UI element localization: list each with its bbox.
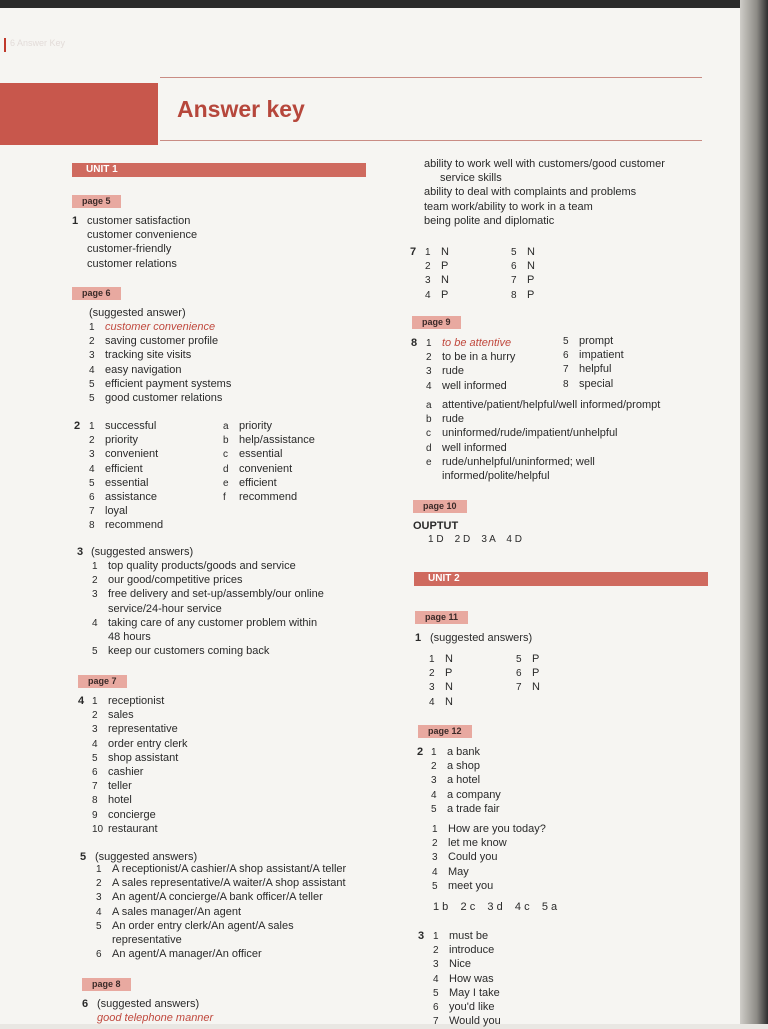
answer-text: N [532, 681, 540, 694]
answer-text: service/24-hour service [108, 602, 222, 615]
item-number: 6 [96, 949, 102, 961]
answer-text: 48 hours [108, 630, 151, 643]
item-number: 6 [516, 668, 522, 680]
page-7-tag: page 7 [78, 675, 127, 688]
item-number: 1 [431, 747, 437, 758]
answer-text: impatient [579, 349, 624, 362]
item-number: 1 [433, 931, 439, 942]
answer-text: you'd like [449, 1000, 495, 1013]
answer-text: P [445, 667, 453, 680]
page-11-tag: page 11 [415, 611, 468, 624]
question-number: 8 [411, 337, 418, 349]
answer-line: service skills [440, 172, 502, 185]
page-5-tag: page 5 [72, 195, 121, 208]
item-letter: e [426, 456, 432, 468]
answer-text: successful [105, 420, 157, 432]
item-number: 3 [89, 449, 95, 461]
answer-text: Would you [449, 1015, 501, 1028]
item-number: 5 [511, 247, 517, 258]
item-number: 4 [432, 866, 438, 878]
page-12-tag: page 12 [418, 725, 472, 738]
unit-2-header: UNIT 2 [414, 572, 708, 586]
item-number: 2 [92, 575, 98, 587]
page-9-tag: page 9 [412, 316, 461, 329]
answer-text: P [441, 288, 449, 301]
answer-text: rude [442, 413, 465, 426]
item-number: 2 [432, 838, 438, 850]
answer-text: a shop [447, 760, 481, 773]
answer-text: informed/polite/helpful [442, 469, 550, 482]
title-rule-top [160, 77, 702, 78]
answer-text: May [448, 865, 469, 878]
answer-text: N [441, 274, 449, 287]
item-number: 10 [92, 823, 104, 835]
item-number: 6 [433, 1001, 439, 1013]
item-number: 3 [425, 275, 431, 287]
answer-line: ability to deal with complaints and problems [424, 186, 637, 199]
answer-text: A sales representative/A waiter/A shop assistant [112, 877, 346, 890]
page-6-q1-answers [89, 320, 231, 405]
answer-text: A receptionist/A cashier/A shop assistant/A teller [112, 863, 347, 875]
answer-text: An order entry clerk/An agent/A sales [112, 919, 294, 932]
item-number: 5 [89, 378, 95, 390]
page-title: Answer key [177, 96, 305, 122]
answer-line: being polite and diplomatic [424, 214, 555, 227]
answer-text: sales [108, 709, 134, 722]
answer-text: N [445, 681, 453, 694]
item-letter: d [223, 463, 229, 475]
answer-text: N [445, 653, 453, 665]
unit2-q2-part-b [432, 822, 546, 893]
answer-text: assistance [105, 490, 157, 503]
item-number: 4 [433, 973, 439, 985]
answer-line: customer relations [87, 257, 177, 270]
answer-text: Could you [448, 851, 498, 864]
item-number: 2 [433, 945, 439, 957]
item-letter: c [223, 449, 228, 461]
answer-text: a hotel [447, 774, 481, 787]
page-6-q2-numbered [89, 419, 163, 533]
answer-text: rude/unhelpful/uninformed; well [442, 455, 595, 468]
answer-text: recommend [105, 519, 164, 532]
answer-text: recommend [239, 490, 298, 503]
item-number: 8 [89, 520, 95, 532]
page-6-q3-answers [92, 559, 324, 658]
item-number: 4 [426, 380, 432, 392]
item-letter: c [426, 428, 431, 440]
item-number: 7 [563, 364, 569, 376]
item-number: 2 [89, 336, 95, 348]
item-number: 7 [92, 781, 98, 793]
item-number: 8 [511, 289, 517, 301]
suggested-answer-note: (suggested answers) [95, 851, 198, 863]
item-number: 6 [89, 491, 95, 503]
answer-text: An agent/A concierge/A bank officer/A teller [112, 891, 323, 904]
answer-text: N [445, 695, 453, 708]
item-number: 2 [426, 352, 432, 364]
item-number: 1 [89, 421, 95, 432]
item-number: 1 [92, 561, 98, 572]
item-number: 5 [432, 880, 438, 892]
answer-text: special [579, 377, 614, 390]
answer-text: A sales manager/An agent [112, 905, 242, 918]
q7-left-answers [425, 245, 449, 302]
running-head: 6 Answer Key [10, 38, 66, 48]
q8-left-answers [426, 336, 515, 393]
item-letter: b [426, 414, 432, 426]
item-number: 2 [425, 261, 431, 273]
item-number: 5 [433, 987, 439, 999]
question-number: 4 [78, 695, 85, 707]
item-letter: e [223, 477, 229, 489]
answer-text: convenient [239, 462, 293, 475]
item-number: 7 [433, 1016, 439, 1028]
answer-text: rude [442, 365, 465, 378]
item-number: 3 [89, 350, 95, 362]
answer-text: Nice [449, 958, 472, 971]
answer-text: hotel [108, 794, 132, 807]
item-number: 5 [96, 920, 102, 932]
item-number: 5 [92, 646, 98, 658]
unit2-q2-part-a [431, 745, 501, 816]
page-5-q1-answers [87, 214, 197, 271]
question-number: 3 [77, 546, 84, 558]
answer-text: N [527, 246, 535, 258]
answer-text: P [527, 274, 535, 287]
answer-text: meet you [448, 879, 494, 892]
title-color-block [0, 83, 158, 145]
answer-text: attentive/patient/helpful/well informed/prompt [442, 399, 661, 411]
book-spine-edge [740, 0, 768, 1024]
item-number: 8 [92, 795, 98, 807]
answer-text: essential [105, 476, 149, 489]
item-number: 5 [89, 392, 95, 404]
unit2-q1-left-answers [429, 652, 453, 709]
item-number: 2 [89, 435, 95, 447]
answer-text: to be attentive [442, 337, 512, 349]
question-number: 3 [418, 930, 425, 942]
item-number: 3 [92, 589, 98, 601]
item-number: 1 [432, 824, 438, 835]
suggested-answer-note: (suggested answers) [97, 998, 200, 1010]
item-number: 2 [429, 668, 435, 680]
answer-text: prompt [579, 335, 614, 347]
item-number: 1 [89, 322, 95, 333]
item-number: 7 [516, 682, 522, 694]
answer-text: to be in a hurry [442, 351, 516, 364]
item-number: 6 [92, 766, 98, 778]
answer-text: well informed [442, 379, 507, 392]
item-number: 2 [96, 878, 102, 890]
answer-text: taking care of any customer problem within [108, 616, 318, 629]
item-number: 1 [96, 864, 102, 875]
question-number: 2 [74, 420, 81, 432]
answer-text: well informed [442, 441, 507, 454]
item-number: 3 [432, 852, 438, 864]
item-number: 4 [429, 696, 435, 708]
page-7-q4-answers [92, 694, 187, 836]
scan-top-edge [0, 0, 768, 8]
item-number: 5 [563, 336, 569, 347]
item-number: 6 [511, 261, 517, 273]
answer-text: shop assistant [108, 751, 179, 764]
answer-text: efficient payment systems [105, 377, 232, 390]
suggested-answer-note: (suggested answers) [91, 546, 194, 558]
item-number: 1 [425, 247, 431, 258]
answer-text: cashier [108, 765, 144, 778]
answer-text: help/assistance [239, 434, 315, 447]
answer-text: saving customer profile [105, 335, 219, 348]
title-rule-bottom [160, 140, 702, 141]
question-number: 6 [82, 998, 89, 1010]
answer-text: May I take [449, 986, 500, 999]
answer-text: order entry clerk [108, 737, 188, 750]
answer-text: teller [108, 780, 132, 793]
q7-right-answers [511, 245, 535, 302]
item-letter: b [223, 435, 229, 447]
question-number: 1 [415, 632, 422, 644]
item-number: 4 [92, 617, 98, 629]
item-letter: d [426, 442, 432, 454]
answer-text: representative [108, 723, 178, 736]
item-number: 2 [431, 761, 437, 773]
item-letter: a [426, 400, 432, 411]
question-number: 5 [80, 851, 87, 863]
answer-text: helpful [579, 363, 612, 376]
answer-text: uninformed/rude/impatient/unhelpful [442, 427, 618, 440]
page-8-q6-continued [424, 157, 665, 228]
answer-text: N [527, 260, 535, 273]
item-number: 5 [89, 477, 95, 489]
suggested-answer-note: (suggested answers) [430, 632, 533, 644]
unit2-q3-answers [433, 929, 501, 1028]
answer-text: introduce [449, 944, 495, 957]
item-number: 4 [89, 364, 95, 376]
running-head-marker [4, 38, 6, 52]
unit-1-header: UNIT 1 [72, 163, 366, 177]
item-number: 1 [426, 338, 432, 349]
answer-text: a company [447, 788, 501, 801]
answer-text: let me know [448, 837, 507, 850]
item-letter: f [223, 491, 226, 503]
item-number: 1 [92, 696, 98, 707]
item-number: 7 [511, 275, 517, 287]
answer-line: customer-friendly [87, 243, 172, 256]
answer-line: customer satisfaction [87, 215, 191, 227]
answer-text: essential [239, 448, 283, 461]
item-number: 3 [433, 959, 439, 971]
answer-text: restaurant [108, 822, 158, 835]
answer-text: our good/competitive prices [108, 574, 243, 587]
question-number: 2 [417, 746, 424, 758]
page-7-q5-answers [96, 862, 346, 961]
output-heading: OUPTUT [413, 520, 459, 532]
answer-text: N [441, 246, 449, 258]
suggested-answer-note: (suggested answer) [89, 307, 186, 319]
answer-text: convenient [105, 448, 159, 461]
answer-text: keep our customers coming back [108, 645, 270, 658]
answer-text: priority [239, 420, 273, 432]
unit2-q1-right-answers [516, 652, 540, 695]
question-number: 7 [410, 246, 417, 258]
item-number: 4 [92, 738, 98, 750]
answer-text: representative [112, 933, 182, 946]
item-number: 4 [89, 463, 95, 475]
item-number: 9 [92, 809, 98, 821]
answer-text: efficient [105, 462, 143, 475]
answer-text: An agent/A manager/An officer [112, 948, 262, 961]
answer-text: P [532, 653, 540, 665]
answer-text: How was [449, 972, 494, 985]
answer-text: free delivery and set-up/assembly/our online [108, 588, 324, 601]
output-answers: 1 D 2 D 3 A 4 D [428, 534, 522, 545]
page-8-tag: page 8 [82, 978, 131, 991]
answer-text: a bank [447, 746, 481, 758]
answer-text: easy navigation [105, 363, 182, 376]
item-number: 5 [431, 803, 437, 815]
item-letter: a [223, 421, 229, 432]
answer-line: ability to work well with customers/good customer [424, 158, 665, 170]
answer-text: P [532, 667, 540, 680]
answer-text: priority [105, 434, 139, 447]
item-number: 4 [425, 289, 431, 301]
answer-text: good customer relations [105, 391, 223, 404]
answer-text: customer convenience [105, 321, 216, 333]
answer-text: P [441, 260, 449, 273]
answer-text: good telephone manner [97, 1012, 214, 1024]
unit2-q2-part-c: 1 b 2 c 3 d 4 c 5 a [433, 901, 558, 913]
question-number: 1 [72, 215, 79, 227]
item-number: 3 [429, 682, 435, 694]
item-number: 7 [89, 506, 95, 518]
answer-text: P [527, 288, 535, 301]
item-number: 5 [92, 752, 98, 764]
item-number: 3 [431, 775, 437, 787]
item-number: 3 [96, 892, 102, 904]
answer-text: loyal [105, 505, 128, 518]
page-6-q2-lettered [223, 419, 315, 504]
item-number: 3 [92, 724, 98, 736]
item-number: 2 [92, 710, 98, 722]
item-number: 3 [426, 366, 432, 378]
q8-right-answers [563, 334, 624, 391]
item-number: 6 [563, 350, 569, 362]
page-6-tag: page 6 [72, 287, 121, 300]
answer-text: efficient [239, 476, 277, 489]
answer-text: must be [449, 930, 489, 942]
answer-line: customer convenience [87, 229, 198, 242]
answer-text: concierge [108, 808, 156, 821]
answer-line: team work/ability to work in a team [424, 200, 593, 213]
answer-text: receptionist [108, 695, 165, 707]
answer-text: top quality products/goods and service [108, 560, 296, 572]
answer-text: a trade fair [447, 802, 500, 815]
page-10-tag: page 10 [413, 500, 467, 513]
item-number: 4 [431, 789, 437, 801]
item-number: 8 [563, 378, 569, 390]
answer-text: How are you today? [448, 823, 546, 835]
answer-text: tracking site visits [105, 349, 192, 362]
q8-lettered-answers [426, 398, 660, 483]
item-number: 1 [429, 654, 435, 665]
item-number: 4 [96, 906, 102, 918]
item-number: 5 [516, 654, 522, 665]
